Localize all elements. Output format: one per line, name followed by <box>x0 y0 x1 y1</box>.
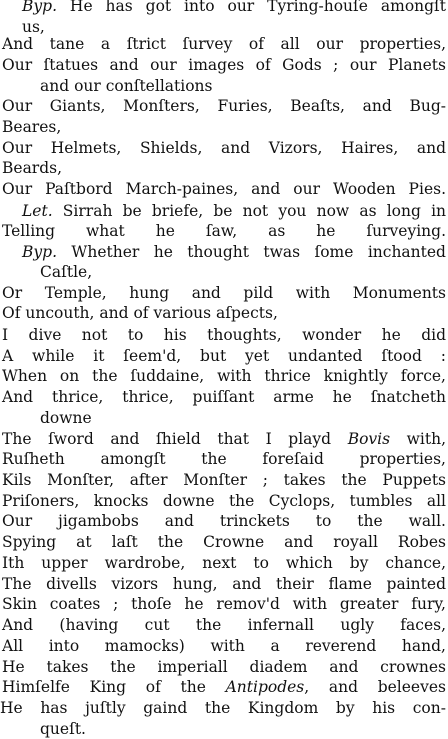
verse-line <box>40 719 448 739</box>
verse-line-text <box>2 657 446 677</box>
verse-line <box>2 636 448 656</box>
verse-line <box>2 511 448 531</box>
verse-line-text <box>2 158 62 178</box>
verse-line-text <box>2 138 446 158</box>
verse-line <box>2 221 448 241</box>
verse-line-text <box>2 303 278 323</box>
verse-line-text <box>40 719 86 739</box>
line-text: Kils Monſter, after Monſter ; takes the Puppets <box>2 471 447 489</box>
verse-line-text <box>40 408 92 428</box>
line-text: And (having cut the infernall ugly faces, <box>2 616 447 634</box>
line-text: The divells vizors hung, and their flame painted <box>2 575 446 593</box>
line-text: us, <box>22 18 45 36</box>
verse-line <box>2 96 448 116</box>
italic-word: Bovis <box>347 430 391 448</box>
line-text: Whether he thought twas ſome inchanted <box>57 243 446 261</box>
line-text: And thrice, thrice, puiſſant arme he ſnatcheth <box>2 388 446 406</box>
verse-line-text <box>0 698 446 718</box>
verse-line <box>2 615 448 635</box>
line-text: And tane a ſtrict ſurvey of all our properties, <box>2 35 446 53</box>
line-text: Skin coates ; thoſe he remov'd with greater fury, <box>2 595 446 613</box>
verse-line-text <box>2 96 446 116</box>
line-text: with, <box>390 430 447 448</box>
verse-line <box>2 325 448 345</box>
verse-line-text <box>2 511 446 531</box>
verse-line-text <box>2 449 446 469</box>
verse-line-text <box>2 179 446 199</box>
line-text: He has got into our Tyring-houſe amongſt <box>57 0 447 15</box>
line-text: Spying at laſt the Crowne and royall Robes <box>2 533 446 551</box>
line-text: Our ſtatues and our images of Gods ; our Planets <box>2 56 446 74</box>
verse-line-text <box>2 221 446 241</box>
verse-line <box>2 470 448 490</box>
line-text: Our Helmets, Shields, and Vizors, Haires, and <box>2 139 446 157</box>
verse-line <box>2 346 448 366</box>
line-text: Our Paſtbord March-paines, and our Wooden Pies. <box>2 180 446 198</box>
verse-line <box>40 408 448 428</box>
verse-line <box>40 76 448 96</box>
verse-line <box>2 594 448 614</box>
verse-line-text <box>2 283 446 303</box>
verse-line-text <box>2 615 446 635</box>
line-text: I dive not to his thoughts, wonder he did <box>2 326 447 344</box>
verse-line-text <box>40 262 92 282</box>
verse-line <box>2 303 448 323</box>
verse-line-text <box>2 117 61 137</box>
verse-line <box>2 449 448 469</box>
line-text: Caſtle, <box>40 263 93 281</box>
verse-line <box>2 34 448 54</box>
verse-line <box>2 532 448 552</box>
line-text: A while it ſeem'd, but yet undanted ſtood : <box>2 347 446 365</box>
verse-line <box>2 158 448 178</box>
verse-line-text <box>2 553 446 573</box>
verse-line-text <box>2 325 446 345</box>
verse-line-text <box>22 201 446 221</box>
verse-line-text <box>2 574 446 594</box>
verse-line-text <box>2 34 446 54</box>
line-text: Or Temple, hung and pild with Monuments <box>2 284 446 302</box>
line-text: Himſelfe King of the <box>2 678 226 696</box>
line-text: Ruſheth amongſt the foreſaid properties, <box>2 450 446 468</box>
verse-line-text <box>2 532 446 552</box>
verse-line-text <box>2 636 446 656</box>
verse-line-text <box>40 76 212 96</box>
line-text: All into mamocks) with a reverend hand, <box>2 637 446 655</box>
verse-line-text <box>2 387 446 407</box>
line-text: He has juſtly gaind the Kingdom by his con- <box>0 699 446 717</box>
verse-line-text <box>22 0 446 16</box>
verse-line <box>2 677 448 697</box>
line-text: queſt. <box>40 720 86 738</box>
verse-line <box>2 387 448 407</box>
line-text: Ith upper wardrobe, next to which by chance, <box>2 554 447 572</box>
line-text: Beards, <box>2 159 63 177</box>
line-text: Sirrah be briefe, be not you now as long in <box>52 202 447 220</box>
line-text: Our jigambobs and trinckets to the wall. <box>2 512 446 530</box>
verse-line-text <box>2 491 446 511</box>
line-text: Of uncouth, and of various aſpects, <box>2 304 278 322</box>
verse-line-text <box>2 346 446 366</box>
verse-line <box>40 262 448 282</box>
speaker-name: Byp. <box>22 243 57 261</box>
verse-line <box>0 698 448 718</box>
verse-line-text <box>2 677 446 697</box>
verse-line-text <box>2 366 446 386</box>
line-text: and our conſtellations <box>40 77 213 95</box>
line-text: Our Giants, Monſters, Furies, Beaſts, and Bug- <box>2 97 446 115</box>
line-text: He takes the imperiall diadem and crownes <box>2 658 446 676</box>
verse-line <box>2 55 448 75</box>
verse-line <box>2 283 448 303</box>
line-text: Priſoners, knocks downe the Cyclops, tumbles all <box>2 492 447 510</box>
verse-line-text <box>22 242 446 262</box>
line-text: downe <box>40 409 92 427</box>
verse-line <box>2 553 448 573</box>
line-text: , and beleeves <box>304 678 446 696</box>
line-text: Telling what he ſaw, as he ſurveying. <box>2 222 446 240</box>
verse-line <box>22 0 448 16</box>
line-text: Beares, <box>2 118 62 136</box>
verse-line-text <box>2 429 446 449</box>
verse-line <box>2 138 448 158</box>
verse-line-text <box>2 470 446 490</box>
italic-word: Antipodes <box>225 678 305 696</box>
verse-line <box>2 657 448 677</box>
line-text: When on the ſuddaine, with thrice knightly force, <box>2 367 446 385</box>
verse-line-text <box>2 55 446 75</box>
verse-line <box>2 179 448 199</box>
verse-line <box>2 429 448 449</box>
verse-line <box>2 574 448 594</box>
verse-line <box>2 117 448 137</box>
speaker-name: Let. <box>22 202 53 220</box>
verse-line <box>22 242 448 262</box>
verse-line <box>2 366 448 386</box>
verse-line <box>22 201 448 221</box>
speaker-name: Byp. <box>22 0 57 15</box>
verse-line-text <box>2 594 446 614</box>
verse-line <box>2 491 448 511</box>
line-text: The ſword and ſhield that I playd <box>2 430 348 448</box>
